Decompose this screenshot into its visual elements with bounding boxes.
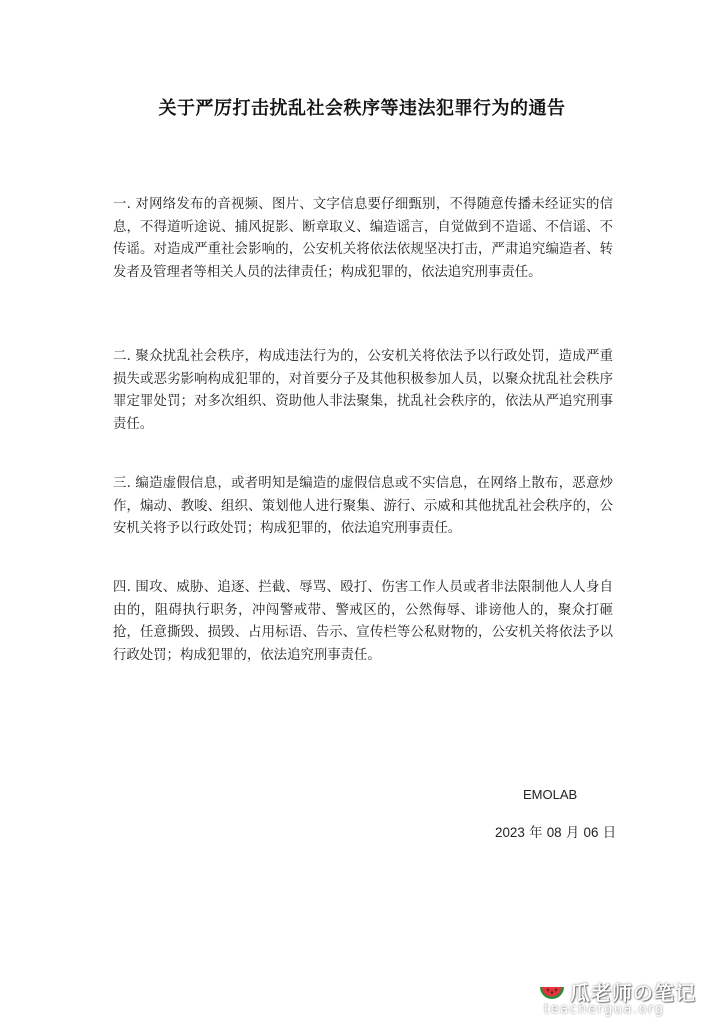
- date-day-unit: 日: [602, 826, 617, 841]
- watermark: [538, 975, 718, 1021]
- date-month-unit: 月: [565, 826, 580, 841]
- signature-date: [495, 822, 616, 841]
- watermark-text: 瓜老师の笔记: [570, 981, 696, 1005]
- date-year-unit: 年: [529, 826, 543, 841]
- paragraph-4: 四. 围攻、威胁、追逐、拦截、辱骂、殴打、伤害工作人员或者非法限制他人人身自由的，阻碍执行职务，冲闯警戒带、警戒区的，公然侮辱、诽谤他人的，聚众打砸抢，任意撕毁、损毁、占用标语、告示、宣传栏等公私财物的，公安机关将依法予以行政处罚；构成犯罪的，依法追究刑事责任。: [113, 580, 613, 663]
- date-month: 08: [546, 825, 562, 840]
- paragraph-1: 一. 对网络发布的音视频、图片、文字信息要仔细甄别，不得随意传播未经证实的信息，不得道听途说、捕风捉影、断章取义、编造谣言，自觉做到不造谣、不信谣、不传谣。对造成严重社会影响的，公安机关将依法依规坚决打击，严肃追究编造者、转发者及管理者等相关人员的法律责任；构成犯罪的，依法追究刑事责任。: [113, 197, 613, 280]
- signature-organization: EMOLAB: [523, 787, 578, 802]
- paragraph-2: 二. 聚众扰乱社会秩序，构成违法行为的，公安机关将依法予以行政处罚，造成严重损失或恶劣影响构成犯罪的，对首要分子及其他积极参加人员，以聚众扰乱社会秩序罪定罪处罚；对多次组织、资助他人非法聚集，扰乱社会秩序的，依法从严追究刑事责任。: [113, 349, 613, 432]
- paragraph-3: 三. 编造虚假信息，或者明知是编造的虚假信息或不实信息，在网络上散布，恶意炒作，煽动、教唆、组织、策划他人进行聚集、游行、示威和其他扰乱社会秩序的，公安机关将予以行政处罚；构成犯罪的，依法追究刑事责任。: [113, 476, 613, 536]
- date-year: 2023: [495, 825, 525, 840]
- watermark-url: teachergua.org: [544, 1002, 665, 1017]
- document-title: 关于严厉打击扰乱社会秩序等违法犯罪行为的通告: [158, 98, 566, 119]
- date-day: 06: [583, 825, 599, 840]
